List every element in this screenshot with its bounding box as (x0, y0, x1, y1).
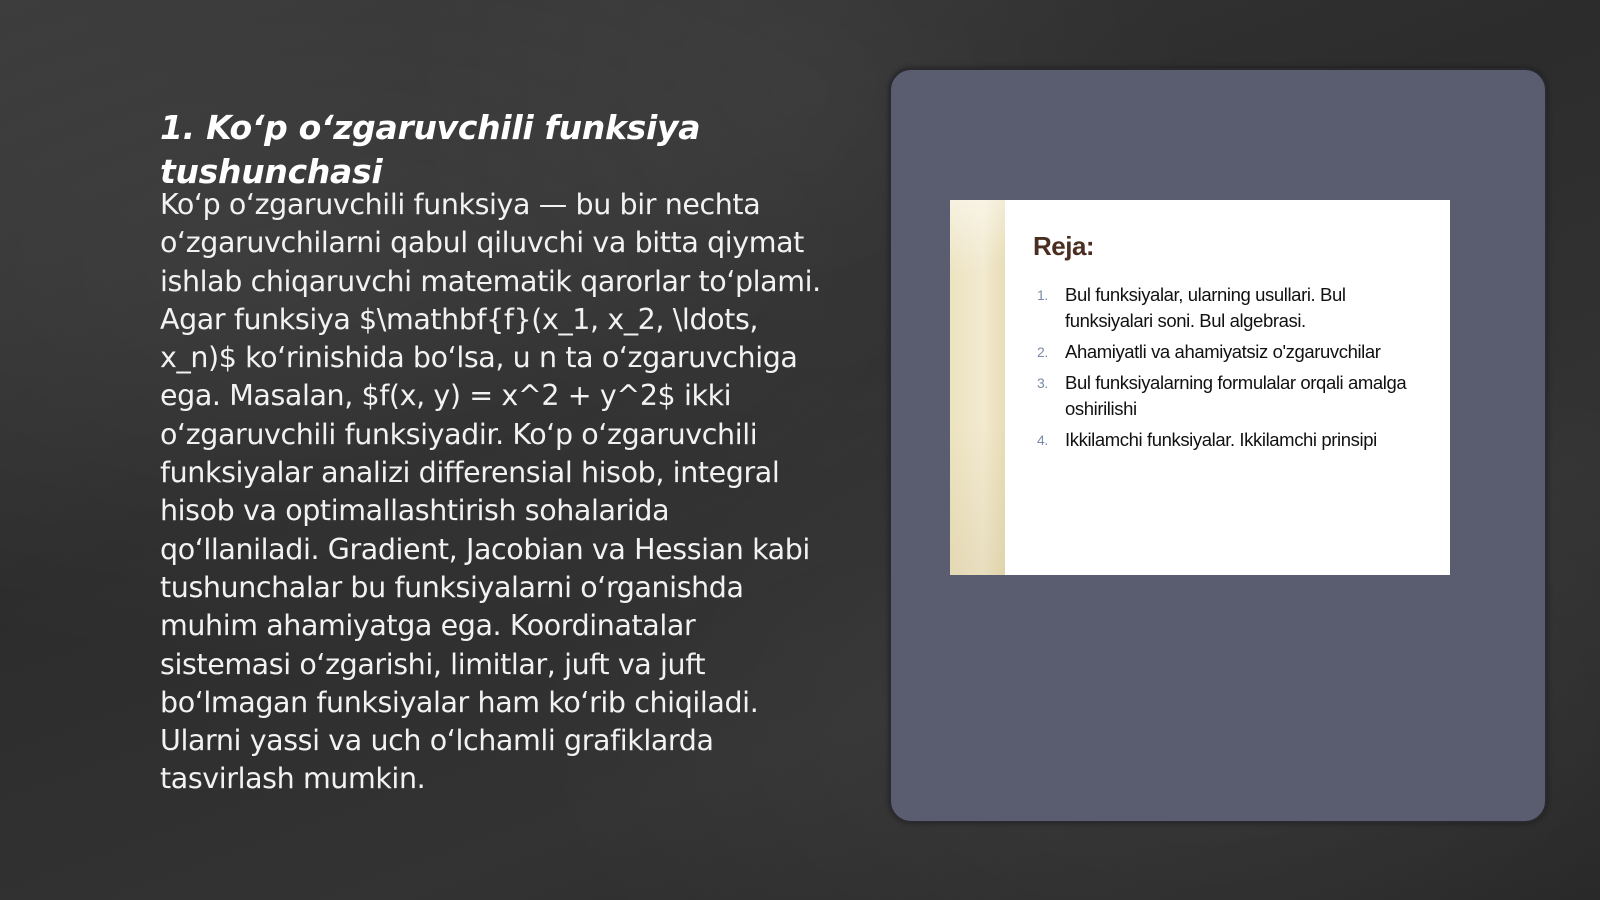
list-item-text: Bul funksiyalar, ularning usullari. Bul funksiyalari soni. Bul algebrasi. (1065, 284, 1346, 331)
list-item (1033, 427, 1433, 453)
list-item (1033, 339, 1433, 365)
embedded-list (1033, 282, 1433, 458)
embedded-title: Reja: (1033, 231, 1095, 261)
slide-body-text: Ko‘p o‘zgaruvchili funksiya — bu bir nechta o‘zgaruvchilarni qabul qiluvchi va bitta qiymat ishlab chiqaruvchi matematik qarorlar to‘plami. Agar funksiya $\mathbf{f}(x_1, x_2, \ldots, x_n)$ ko‘rinishida bo‘lsa, u n ta o‘zgaruvchiga ega. Masalan, $f(x, y) = x^2 + y^2$ ikki o‘zgaruvchili funksiyadir. Ko‘p o‘zgaruvchili funksiyalar analizi differensial hisob, integral hisob va optimallashtirish sohalarida qo‘llaniladi. Gradient, Jacobian va Hessian kabi tushunchalar bu funksiyalarni o‘rganishda muhim ahamiyatga ega. Koordinatalar sistemasi o‘zgarishi, limitlar, juft va juft bo‘lmagan funksiyalar ham ko‘rib chiqiladi. Ularni yassi va uch o‘lchamli grafiklarda tasvirlash mumkin. (160, 188, 821, 796)
list-item (1033, 370, 1433, 422)
list-item-text: Ahamiyatli va ahamiyatsiz o'zgaruvchilar (1065, 341, 1381, 362)
list-number: 4. (1037, 432, 1048, 448)
list-number: 3. (1037, 375, 1048, 391)
list-item-text: Bul funksiyalarning formulalar orqali amalga oshirilishi (1065, 372, 1407, 419)
decorative-stripe (950, 200, 1005, 575)
list-number: 2. (1037, 344, 1048, 360)
list-item-text: Ikkilamchi funksiyalar. Ikkilamchi prinsipi (1065, 429, 1377, 450)
list-number: 1. (1037, 287, 1048, 303)
slide-title: 1. Ko‘p o‘zgaruvchili funksiya tushunchasi (160, 108, 701, 191)
list-item (1033, 282, 1433, 334)
embedded-slide-image (950, 200, 1450, 575)
